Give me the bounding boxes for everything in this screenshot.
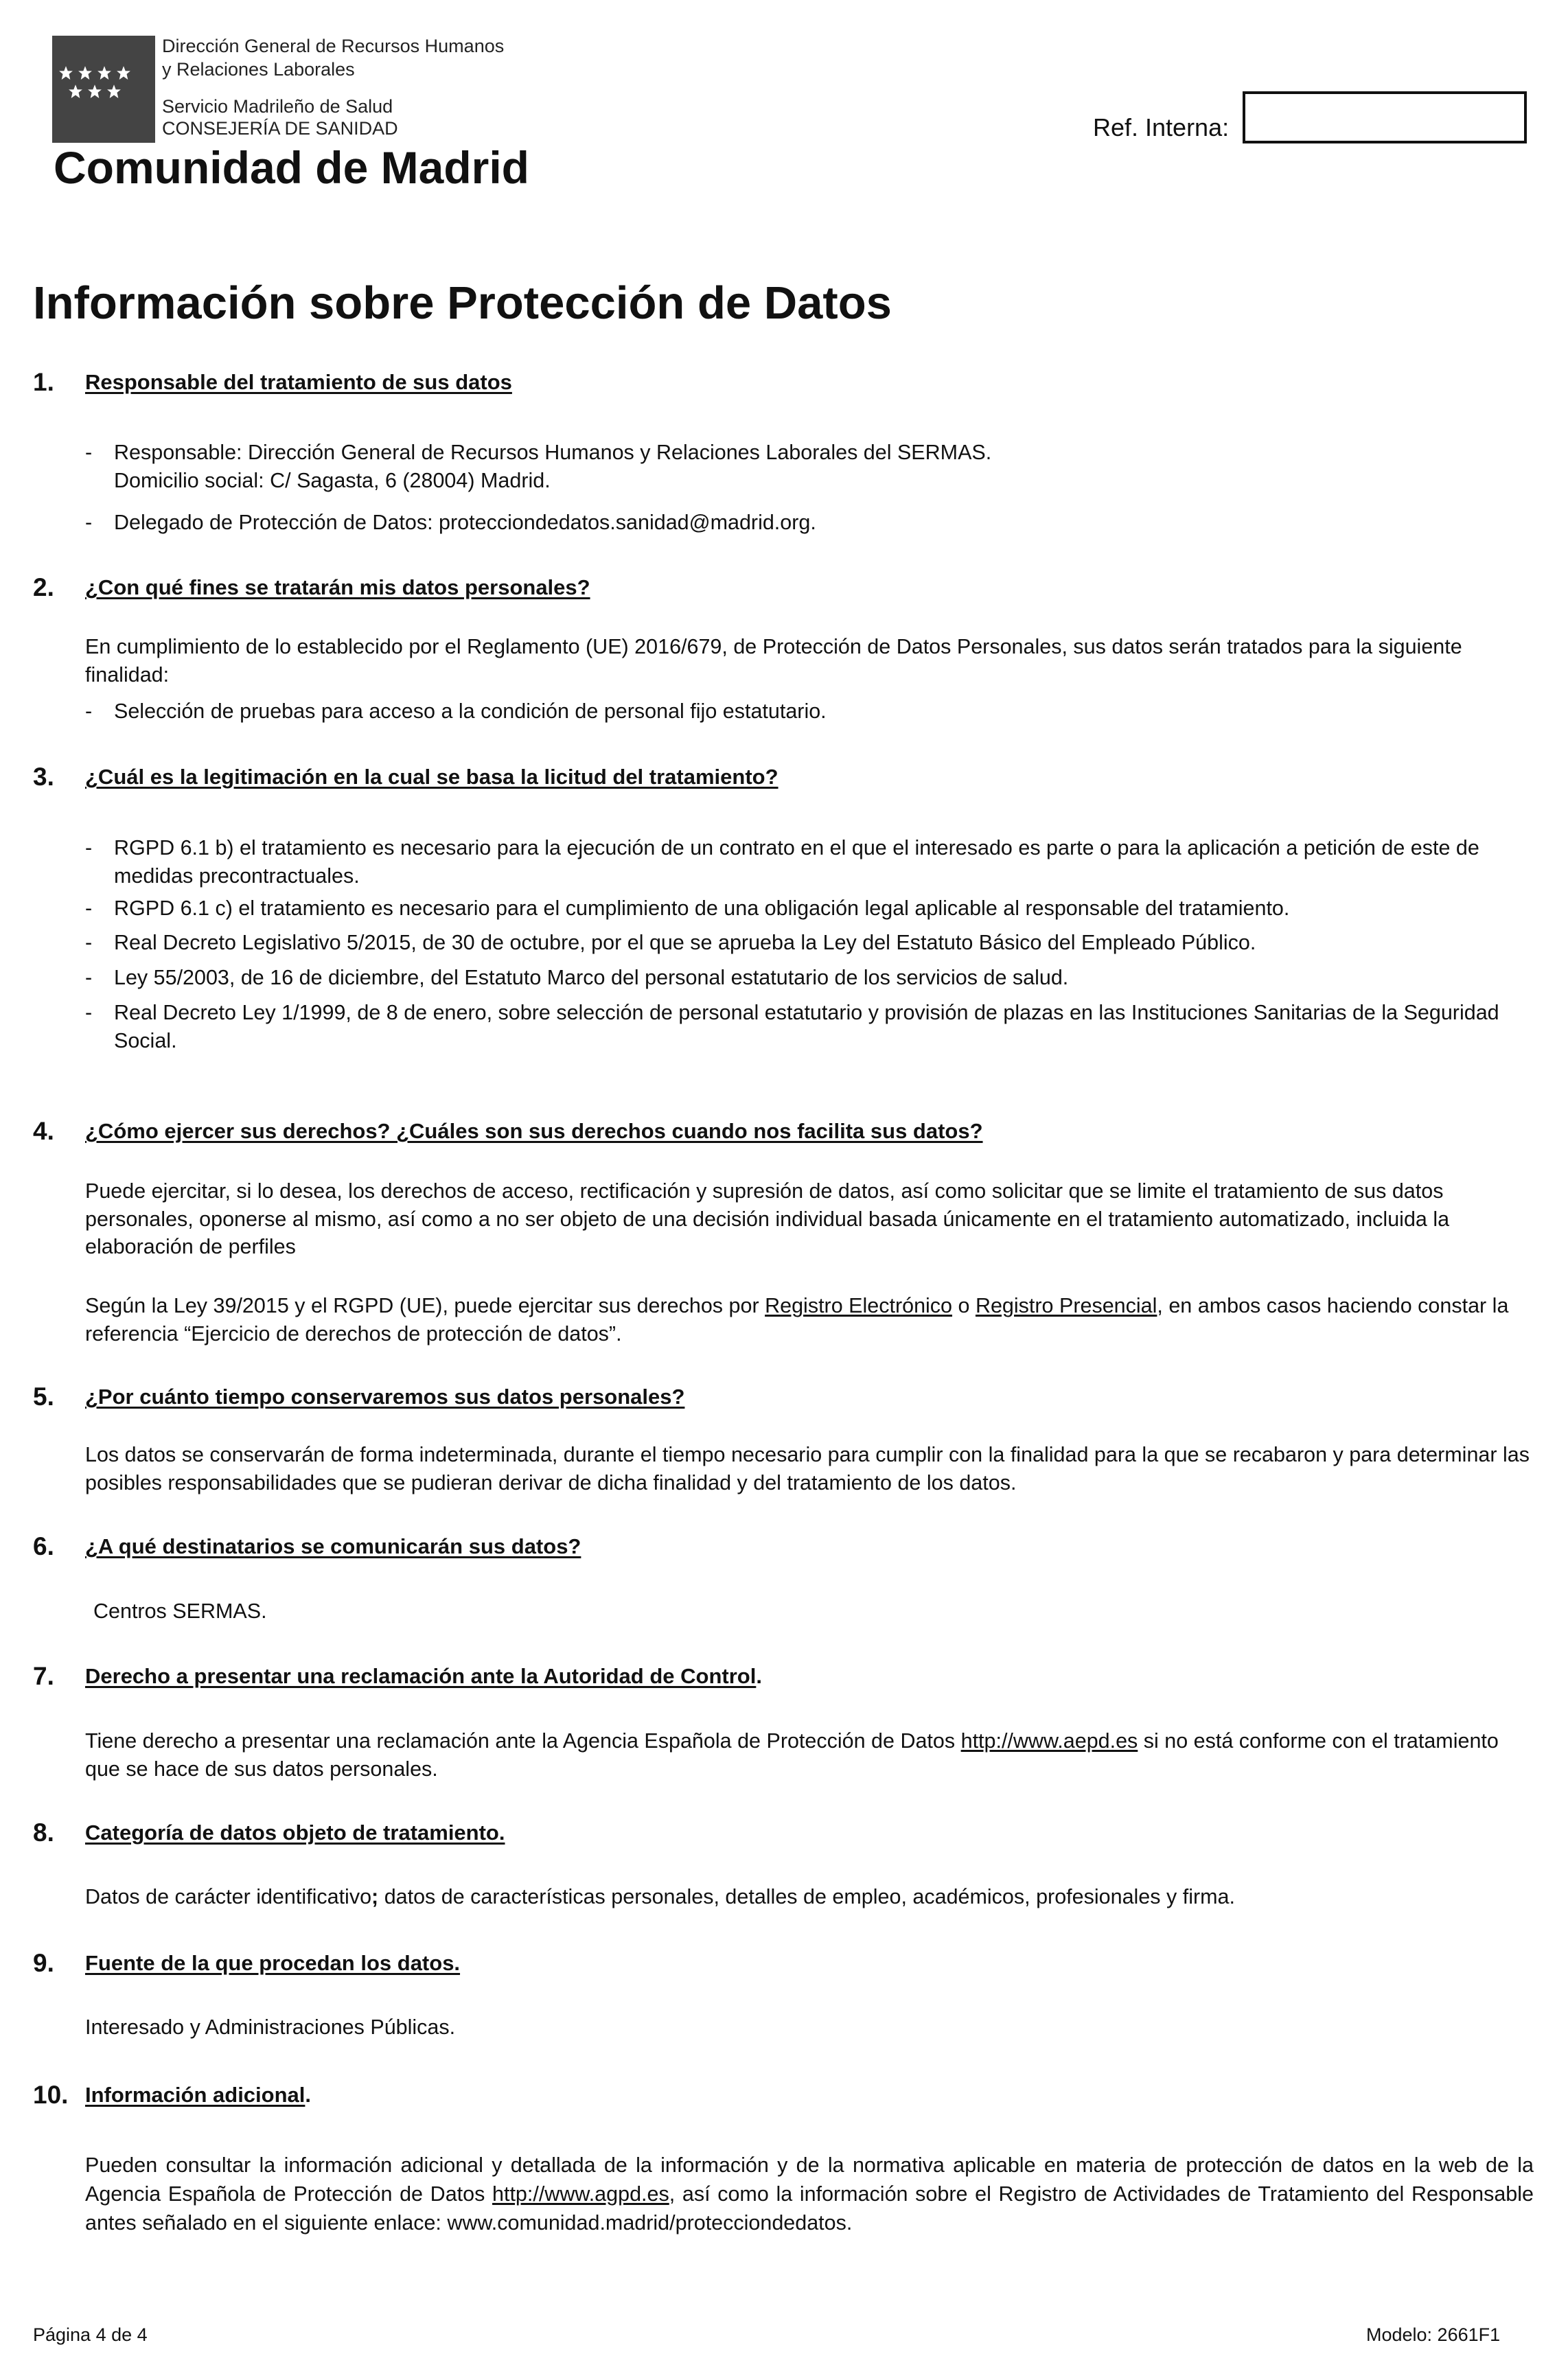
org-line-4: CONSEJERÍA DE SANIDAD <box>162 118 398 139</box>
section-1-title: Responsable del tratamiento de sus datos <box>85 370 512 394</box>
section-4-title: ¿Cómo ejercer sus derechos? ¿Cuáles son sus derechos cuando nos facilita sus datos? <box>85 1119 983 1143</box>
section-2-paragraph: En cumplimiento de lo establecido por el Reglamento (UE) 2016/679, de Protección de Datos Personales, sus datos serán tratados para la siguiente finalidad: <box>85 635 1462 686</box>
section-8-paragraph: Datos de carácter identificativo; datos de características personales, detalles de empleo, académicos, profesionales y firma. <box>85 1885 1235 1908</box>
model-code: Modelo: 2661F1 <box>1366 2324 1501 2345</box>
section-5-paragraph: Los datos se conservarán de forma indeterminada, durante el tiempo necesario para cumplir con la finalidad para la que se recabaron y para determinar las posibles responsabilidades que se pudieran derivar de dicha finalidad y del tratamiento de los datos. <box>85 1443 1530 1494</box>
brand-name: Comunidad de Madrid <box>54 142 529 193</box>
section-8-number: 8. <box>33 1818 54 1847</box>
section-4-number: 4. <box>33 1117 54 1145</box>
section-10-paragraph: Pueden consultar la información adicional y detallada de la información y de la normativa aplicable en materia de protección de datos en la web de la Agencia Española de Protección de Datos http://www.agpd.es, así como la información sobre el Registro de Actividades de Tratamiento del Responsable antes señalado en el siguiente enlace: www.comunidad.madrid/protecciondedatos. <box>85 2153 1534 2234</box>
section-8-title: Categoría de datos objeto de tratamiento. <box>85 1821 505 1845</box>
ref-input-box[interactable] <box>1243 91 1527 143</box>
section-10-title: Información adicional. <box>85 2083 312 2107</box>
org-line-2: y Relaciones Laborales <box>162 59 355 80</box>
registro-presencial-link[interactable]: Registro Presencial <box>975 1294 1157 1317</box>
page-title: Información sobre Protección de Datos <box>33 277 892 329</box>
section-6-title: ¿A qué destinatarios se comunicarán sus datos? <box>85 1534 581 1558</box>
org-line-1: Dirección General de Recursos Humanos <box>162 36 505 56</box>
page-number: Página 4 de 4 <box>33 2324 148 2345</box>
section-4-paragraph: Puede ejercitar, si lo desea, los derechos de acceso, rectificación y supresión de datos, así como solicitar que se limite el tratamiento de sus datos personales, oponerse al mismo, así como a no ser objeto de una decisión individual basada únicamente en el tratamiento automatizado, incluida la elaboración de perfiles <box>85 1179 1450 1258</box>
section-3-bullet: - Ley 55/2003, de 16 de diciembre, del Estatuto Marco del personal estatutario de los servicios de salud. <box>85 966 1069 989</box>
section-7-paragraph: Tiene derecho a presentar una reclamación ante la Agencia Española de Protección de Datos http://www.aepd.es si no está conforme con el tratamiento que se hace de sus datos personales. <box>85 1729 1499 1781</box>
registro-electronico-link[interactable]: Registro Electrónico <box>765 1294 953 1317</box>
section-3-title: ¿Cuál es la legitimación en la cual se basa la licitud del tratamiento? <box>85 765 779 789</box>
section-6-number: 6. <box>33 1532 54 1560</box>
agpd-link[interactable]: http://www.agpd.es <box>492 2182 669 2206</box>
section-5-title: ¿Por cuánto tiempo conservaremos sus datos personales? <box>85 1385 685 1409</box>
section-6-paragraph: Centros SERMAS. <box>93 1599 267 1623</box>
section-2-number: 2. <box>33 573 54 601</box>
section-7-number: 7. <box>33 1662 54 1690</box>
aepd-link[interactable]: http://www.aepd.es <box>960 1729 1138 1753</box>
section-1-number: 1. <box>33 368 54 396</box>
section-2-title: ¿Con qué fines se tratarán mis datos personales? <box>85 575 590 599</box>
section-3-bullet: - Real Decreto Legislativo 5/2015, de 30 de octubre, por el que se aprueba la Ley del Estatuto Básico del Empleado Público. <box>85 931 1256 954</box>
section-3-bullet: - Real Decreto Ley 1/1999, de 8 de enero, sobre selección de personal estatutario y provisión de plazas en las Instituciones Sanitarias de la Seguridad Social. <box>85 1001 1499 1052</box>
section-7-title: Derecho a presentar una reclamación ante la Autoridad de Control. <box>85 1664 762 1688</box>
section-1-bullet: - Delegado de Protección de Datos: protecciondedatos.sanidad@madrid.org. <box>85 511 816 534</box>
section-1-bullet: - Responsable: Dirección General de Recursos Humanos y Relaciones Laborales del SERMAS. Domicilio social: C/ Sagasta, 6 (28004) Madrid. <box>85 441 992 492</box>
section-9-number: 9. <box>33 1949 54 1977</box>
section-5-number: 5. <box>33 1383 54 1411</box>
stars-emblem-icon <box>52 36 155 143</box>
comunidad-madrid-logo <box>52 36 155 143</box>
section-9-title: Fuente de la que procedan los datos. <box>85 1951 461 1975</box>
section-3-number: 3. <box>33 763 54 791</box>
section-10-number: 10. <box>33 2081 69 2109</box>
section-2-bullet: - Selección de pruebas para acceso a la condición de personal fijo estatutario. <box>85 700 827 723</box>
section-9-paragraph: Interesado y Administraciones Públicas. <box>85 2016 456 2039</box>
section-4-paragraph: Según la Ley 39/2015 y el RGPD (UE), puede ejercitar sus derechos por Registro Electrónico o Registro Presencial, en ambos casos haciendo constar la referencia “Ejercicio de derechos de protección de datos”. <box>85 1294 1509 1346</box>
ref-label: Ref. Interna: <box>1093 113 1230 141</box>
section-3-bullet: - RGPD 6.1 c) el tratamiento es necesario para el cumplimiento de una obligación legal aplicable al responsable del tratamiento. <box>85 897 1290 920</box>
section-3-bullet: - RGPD 6.1 b) el tratamiento es necesario para la ejecución de un contrato en el que el interesado es parte o para la aplicación a petición de este de medidas precontractuales. <box>85 836 1479 888</box>
org-line-3: Servicio Madrileño de Salud <box>162 96 393 117</box>
